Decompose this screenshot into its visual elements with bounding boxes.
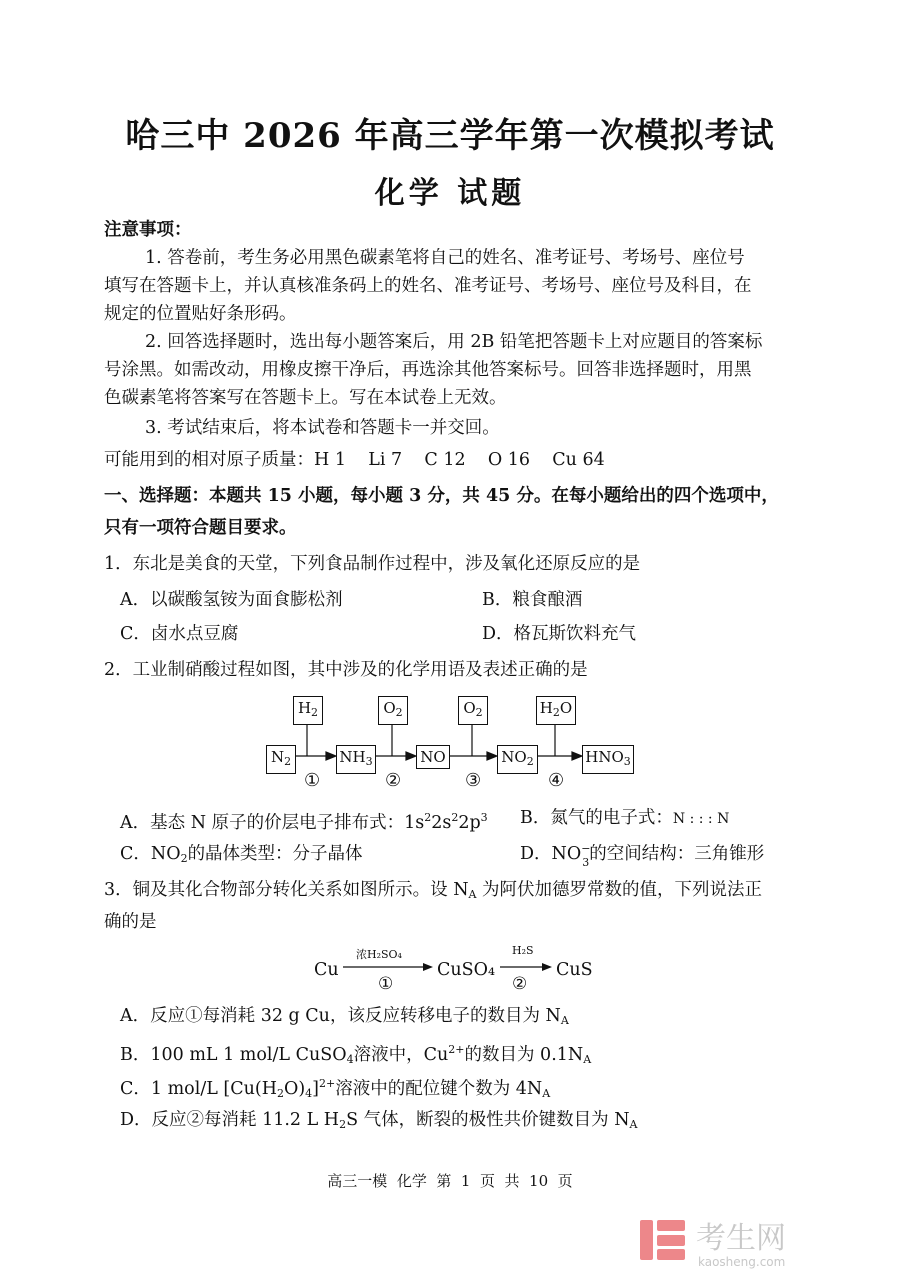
input-h2o-h: H <box>539 699 553 717</box>
species-no2-sub: 2 <box>526 755 534 768</box>
input-o2-symbol-a: O <box>383 699 396 717</box>
scheme-step2: ② <box>512 974 528 994</box>
species-no-box <box>416 745 450 769</box>
atomic-masses: 可能用到的相对原子质量：H 1 Li 7 C 12 O 16 Cu 64 <box>104 450 605 470</box>
notice-item1-line3: 规定的位置贴好条形码。 <box>104 304 297 324</box>
species-hno3-box <box>582 745 634 774</box>
species-n2-box <box>266 745 296 774</box>
input-h2o-o: O <box>559 699 573 717</box>
species-no2-box <box>497 745 538 774</box>
q2-option-d: D．NO − 3 的空间结构：三角锥形 <box>520 842 765 869</box>
notice-item2-line2: 号涂黑。如需改动，用橡皮擦干净后，再选涂其他答案标号。回答非选择题时，用黑 <box>104 360 752 380</box>
species-no2-symbol: NO <box>501 748 527 766</box>
arrow-4-head <box>572 752 582 760</box>
input-h2o-box <box>536 696 576 725</box>
q2-option-a: A．基态 N 原子的价层电子排布式：$1s^22s^22p^3$ <box>120 811 488 833</box>
watermark-url: kaosheng.com <box>698 1255 786 1269</box>
input-o2-symbol-b: O <box>463 699 476 717</box>
exam-subtitle: 化学 试题 <box>374 176 526 211</box>
input-o2-sub-a: 2 <box>395 706 403 719</box>
input-o2-sub-b: 2 <box>475 706 483 719</box>
kaosheng-logo <box>638 1212 878 1272</box>
q1-option-b: B．粮食酿酒 <box>482 590 583 610</box>
species-nh3-sub: 3 <box>365 755 373 768</box>
q3-option-b: B．100 mL 1 mol/L CuSO$_4$溶液中，$Cu^{2+}$的数目为 $0.1N_A$ <box>120 1043 592 1066</box>
arrow-1-head <box>326 752 336 760</box>
q1-option-c: C．卤水点豆腐 <box>120 624 239 644</box>
q2-stem: 2．工业制硝酸过程如图，其中涉及的化学用语及表述正确的是 <box>104 660 588 680</box>
scheme-arrow-2 <box>500 962 552 972</box>
page-footer: 高三一模 化学 第 1 页 共 10 页 <box>327 1172 573 1190</box>
notice-item1-line2: 填写在答题卡上，并认真核准条码上的姓名、准考证号、考场号、座位号及科目，在 <box>104 276 752 296</box>
step-2-label: ② <box>385 770 402 791</box>
notice-item2-line3: 色碳素笔将答案写在答题卡上。写在本试卷上无效。 <box>104 388 507 408</box>
scheme-reagent1: 浓H₂SO₄ <box>356 948 402 961</box>
watermark-brand: 考生网 <box>696 1221 786 1256</box>
q3-stem-line2: 确的是 <box>104 912 157 932</box>
input-h2o-sub: 2 <box>552 706 560 719</box>
q1-option-a: A．以碳酸氢铵为面食膨松剂 <box>120 590 343 610</box>
section1-line1: 一、选择题：本题共 15 小题，每小题 3 分，共 45 分。在每小题给出的四个选项中， <box>104 486 779 506</box>
scheme-reagent2: H₂S <box>512 944 534 957</box>
input-o2-box-a <box>378 696 408 725</box>
section1-line2: 只有一项符合题目要求。 <box>104 518 297 538</box>
species-nh3-symbol: NH <box>339 748 366 766</box>
step-1-label: ① <box>304 770 321 791</box>
exam-title: 哈三中 2026 年高三学年第一次模拟考试 <box>125 116 775 156</box>
kaosheng-watermark <box>638 1212 878 1276</box>
q3-option-a: A．反应①每消耗 32 g Cu，该反应转移电子的数目为 $N_A$ <box>120 1006 569 1027</box>
species-no-symbol: NO <box>420 748 446 766</box>
q3-option-c: C．1 mol/L $[Cu(H_2O)_4]^{2+}$溶液中的配位键个数为 $4N_A$ <box>120 1077 551 1100</box>
species-nh3-box <box>336 745 376 774</box>
species-hno3-symbol: HNO <box>585 748 624 766</box>
q3-option-d: D．反应②每消耗 11.2 L $H_2S$ 气体，断裂的极性共价键数目为 $N_A$ <box>120 1110 638 1131</box>
q2-option-b: B．氮气的电子式：N : : : N <box>520 808 730 828</box>
scheme-cus: CuS <box>556 960 593 980</box>
scheme-cu: Cu <box>314 960 339 980</box>
kaosheng-logo-icon <box>640 1220 685 1260</box>
species-n2-symbol: N <box>270 748 285 766</box>
scheme-step1: ① <box>378 974 394 994</box>
input-o2-box-b <box>458 696 488 725</box>
notice-item3: 3. 考试结束后，将本试卷和答题卡一并交回。 <box>145 418 500 438</box>
species-hno3-sub: 3 <box>623 755 631 768</box>
q1-option-d: D．格瓦斯饮料充气 <box>482 624 637 644</box>
notice-item1-line1: 1. 答卷前，考生务必用黑色碳素笔将自己的姓名、准考证号、考场号、座位号 <box>145 248 745 268</box>
species-n2-sub: 2 <box>284 755 292 768</box>
input-h2-sub: 2 <box>311 706 319 719</box>
arrow-3-head <box>487 752 497 760</box>
q3-stem-line1: 3．铜及其化合物部分转化关系如图所示。设 $N_A$ 为阿伏加德罗常数的值，下列说法正 <box>104 880 763 901</box>
scheme-arrow-1 <box>343 962 433 972</box>
arrow-2-head <box>406 752 416 760</box>
n2-electron-formula: N : : : N <box>672 811 730 827</box>
step-4-label: ④ <box>548 770 565 791</box>
step-3-label: ③ <box>465 770 482 791</box>
notice-heading: 注意事项： <box>104 220 192 240</box>
q2-option-c: C．$NO_2$的晶体类型：分子晶体 <box>120 844 363 865</box>
input-h2-box <box>293 696 323 725</box>
q1-stem: 1．东北是美食的天堂，下列食品制作过程中，涉及氧化还原反应的是 <box>104 554 641 574</box>
input-h2-symbol: H <box>297 699 312 717</box>
scheme-cuso4: CuSO₄ <box>437 960 496 980</box>
notice-item2-line1: 2. 回答选择题时，选出每小题答案后，用 2B 铅笔把答题卡上对应题目的答案标 <box>145 332 763 352</box>
